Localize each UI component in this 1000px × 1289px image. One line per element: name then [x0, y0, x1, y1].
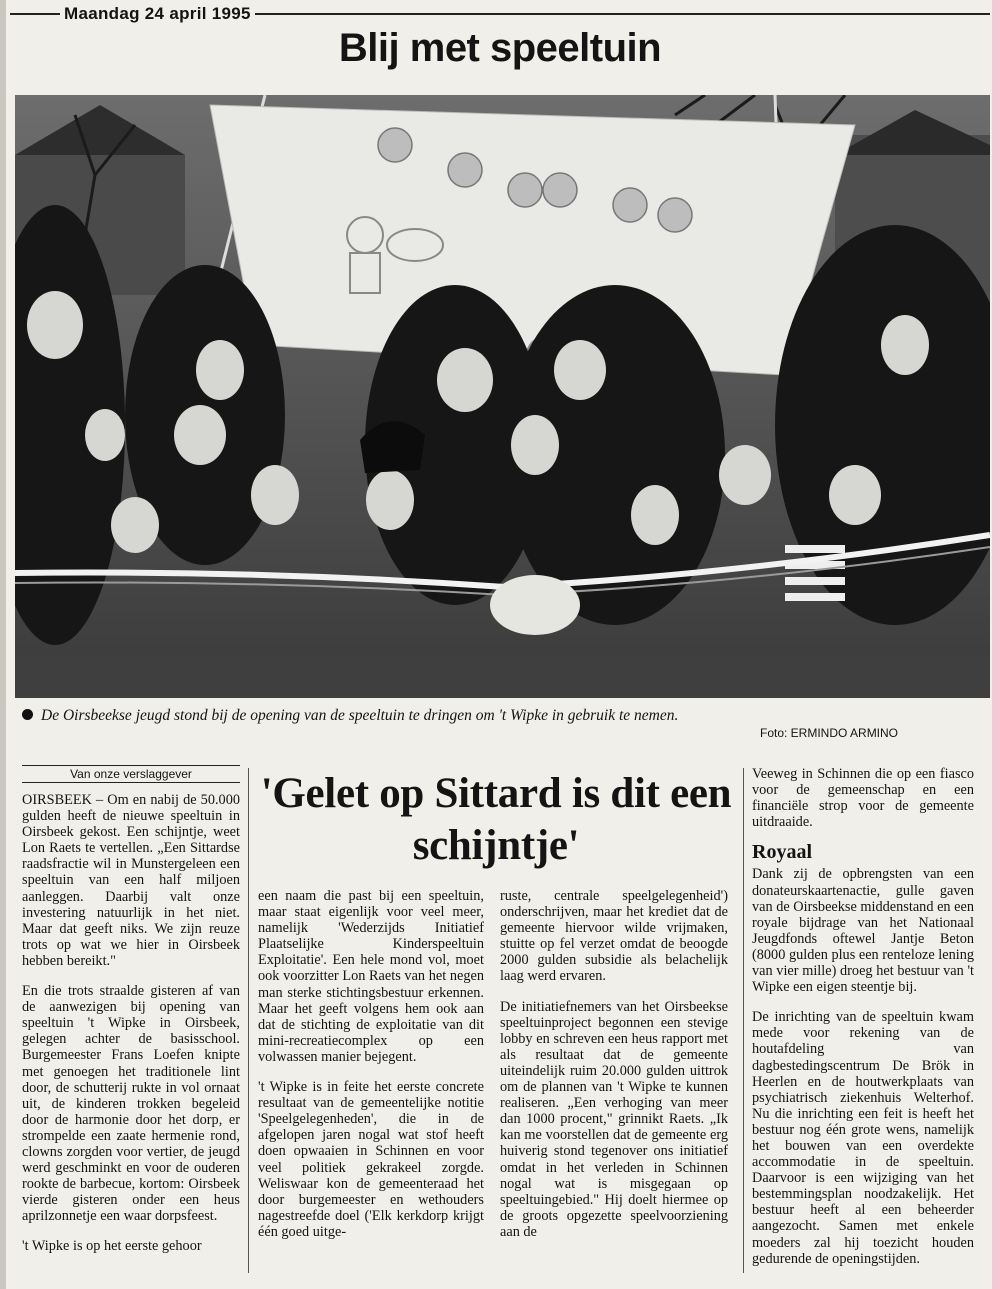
paragraph: OIRSBEEK – Om en nabij de 50.000 gulden heeft de nieuwe speeltuin in Oirsbeek gekost. Een schijntje, weet Lon Raets te vertellen. „Een Sittardse raadsfractie wil in Munstergeleen een speeltuin van een half miljoen aanleggen. Daarbij valt onze investering natuurlijk in het niet. Maar dat geeft niks. We zijn reuze trots op wat we hier in Oirsbeek hebben bereikt.": [22, 792, 240, 969]
byline: Van onze verslaggever: [22, 765, 240, 783]
page-edge: [992, 0, 1000, 1289]
dateline: Maandag 24 april 1995: [60, 4, 255, 24]
paragraph: 't Wipke is op het eerste gehoor: [22, 1238, 202, 1255]
paragraph: Dank zij de opbrengsten van een donateurskaartenactie, gulle gaven van de Oirsbeekse middenstand en een royale bijdrage van het Nationaal Jeugdfonds oftewel Jantje Beton (8000 gulden plus een renteloze lening van vier mille) droeg het bestuur van 't Wipke een eigen steentje bij.: [752, 866, 974, 996]
paragraph: En die trots straalde gisteren af van de aanwezigen bij opening van speeltuin 't Wipke in Oirsbeek, gelegen achter de basisschool. Burgemeester Frans Loefen knipte met genoegen het traditionele lint door, de schutterij rukte in vol ornaat uit, de kinderen trokken begeleid door de harmonie door het dorp, er strompelde een zaate hermenie rond, clowns zorgden voor vertier, de jeugd werd geschminkt en voor de ouderen rookte de barbecue, kortom: Oirsbeek vierde gisteren onder een heus aprilzonnetje een waar dorpsfeest.: [22, 983, 240, 1225]
photo-credit: Foto: ERMINDO ARMINO: [760, 726, 899, 740]
paragraph: De inrichting van de speeltuin kwam mede voor rekening van de houtafdeling van dagbestedingscentrum De Brök in Heerlen en de houtwerkplaats van psychiatrisch ziekenhuis Welterhof. Nu die inrichting een feit is heeft het bestuur nog één grote wens, namelijk het bouwen van een overdekte accommodatie in de speeltuin. Daarvoor is een wijziging van het bestemmingsplan noodzakelijk. Het bestuur heeft al een beheerder aangezocht. Samen met enkele moeders zal hij toezicht houden gedurende de openingstijden.: [752, 1009, 974, 1267]
subheading: Royaal: [752, 841, 812, 864]
paragraph: een naam die past bij een speeltuin, maar staat eigenlijk voor veel meer, namelijk 'Wederzijds Initiatief Plaatselijke Kinderspeeltuin Exploitatie'. Een hele mond vol, moet ook voorzitter Lon Raets van het negen man sterke stichtingsbestuur erkennen. Maar het geeft volgens hem ook aan dat de stichting de exploitatie van dit mini-recreatiecomplex op een volwassen manier bejegent.: [258, 888, 484, 1065]
paragraph: Veeweg in Schinnen die op een fiasco voor de gemeenschap en een financiële strop voor de gemeente uitdraaide.: [752, 766, 974, 831]
page-headline: Blij met speeltuin: [338, 26, 662, 70]
photo-illustration: [15, 95, 990, 698]
caption-text: De Oirsbeekse jeugd stond bij de opening van de speeltuin te dringen om 't Wipke in gebruik te nemen.: [41, 707, 679, 724]
article-column-3: [500, 888, 728, 1254]
bullet-icon: [22, 709, 33, 720]
column-divider: [248, 768, 249, 1273]
article-title: 'Gelet op Sittard is dit een schijntje': [260, 770, 732, 869]
paragraph: 't Wipke is in feite het eerste concrete resultaat van de gemeentelijke notitie 'Speelgelegenheden', die in de afgelopen jaren nogal wat stof heeft doen opwaaien in Schinnen en voor veel politiek gekrakeel zorgde. Weliswaar kon de gemeenteraad het door burgemeester en wethouders nagestreefde doel ('Elk kerkdorp krijgt één goed uitge-: [258, 1079, 484, 1240]
news-photo: [15, 95, 990, 698]
column-divider: [743, 768, 744, 1273]
paragraph: ruste, centrale speelgelegenheid') onderschrijven, maar het krediet dat de gemeente hiervoor wilde vrijmaken, stuitte op fel verzet omdat de beoogde 2000 gulden subsidie als belachelijk laag werd ervaren.: [500, 888, 728, 985]
article-column-1: [22, 792, 240, 1269]
photo-caption: [22, 707, 678, 725]
paragraph: De initiatiefnemers van het Oirsbeekse speeltuinproject begonnen een stevige lobby en schreven een heus rapport met als resultaat dat de gemeente uiteindelijk ruim 20.000 gulden uittrok om de plannen van 't Wipke te kunnen realiseren. „Een verhoging van meer dan 1000 procent," grinnikt Raets. „Ik kan me voorstellen dat de gemeente erg huiverig stond tegenover ons initiatief omdat in het verleden in Schinnen nogal wat is misgegaan op speeltuingebied." Hij doelt hiermee op de groots opgezette speelvoorziening aan de: [500, 998, 728, 1240]
article-column-2: [258, 888, 484, 1254]
article-column-4: [752, 766, 974, 1281]
